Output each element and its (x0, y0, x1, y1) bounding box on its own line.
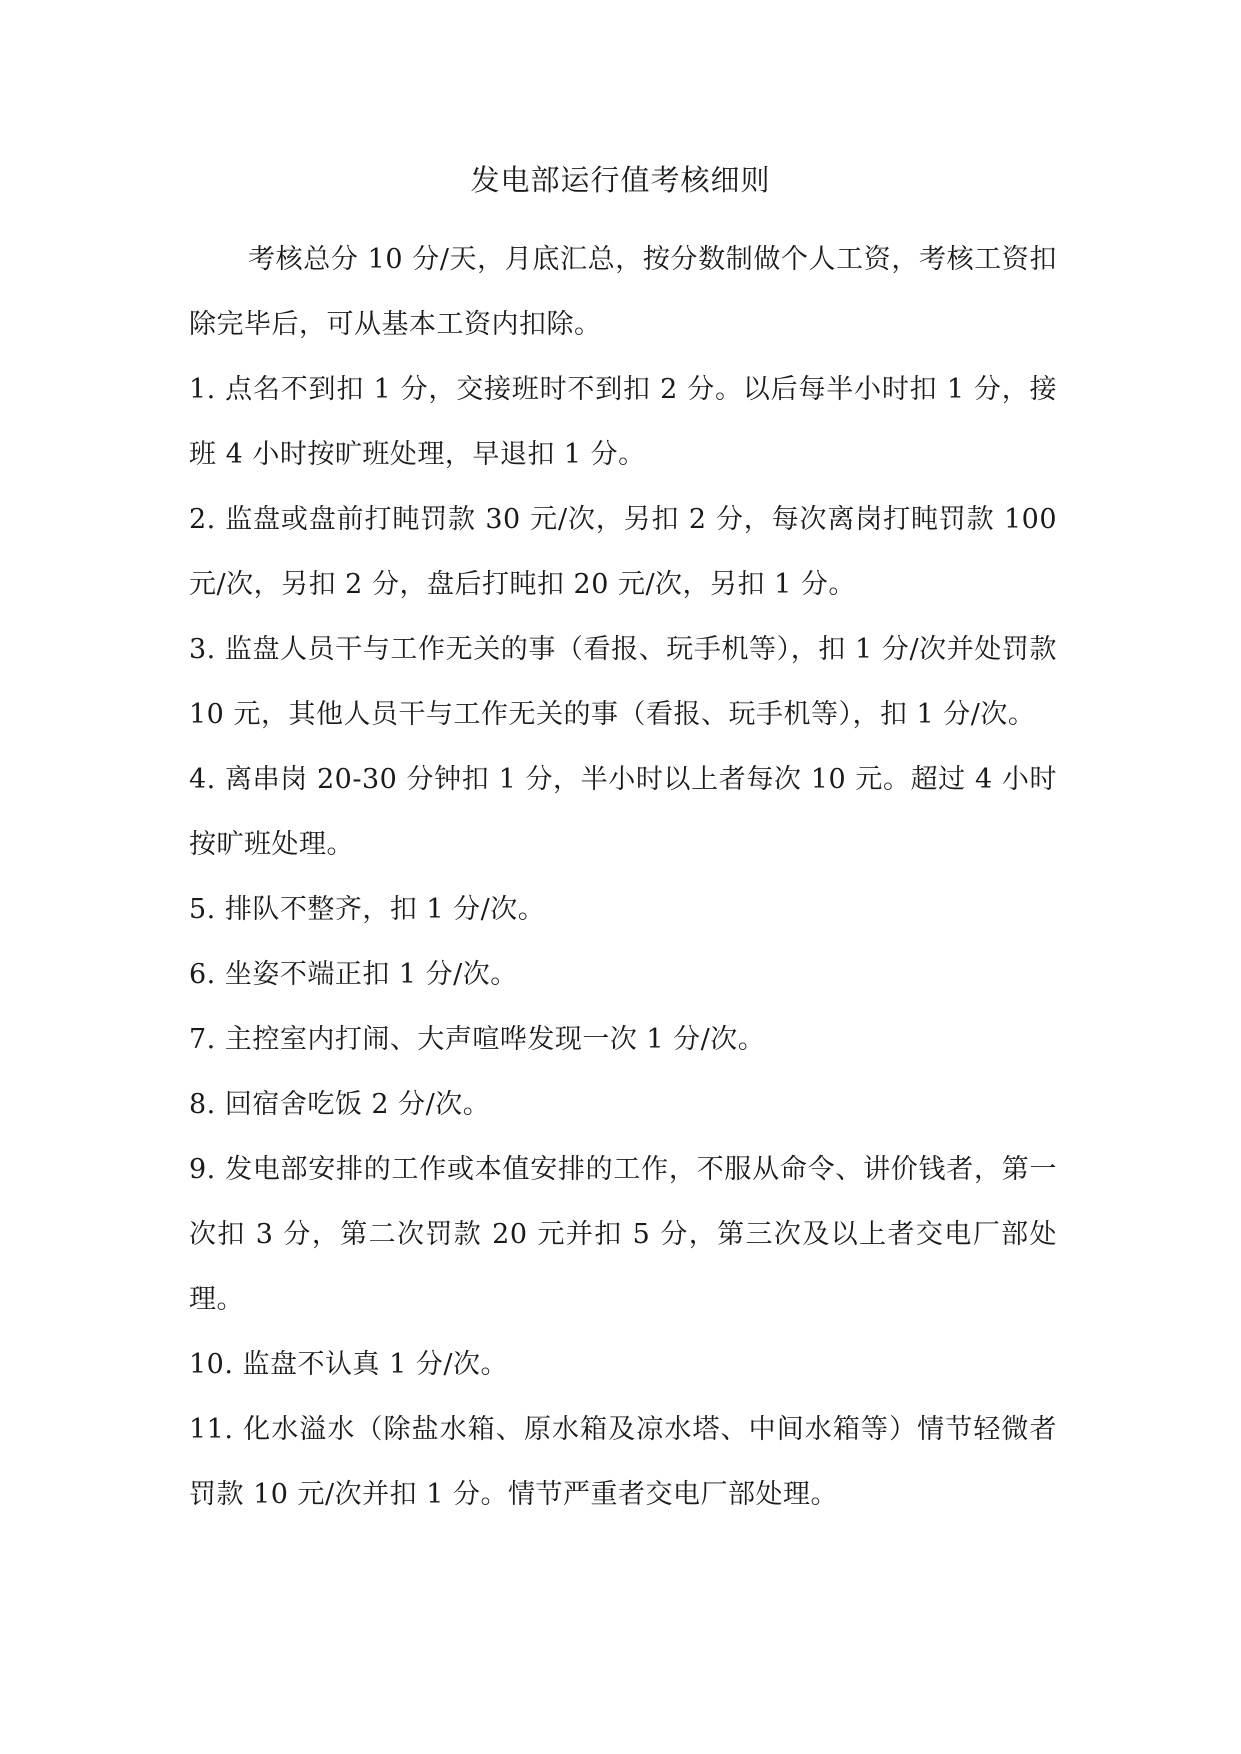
rule-item-3: 3. 监盘人员干与工作无关的事（看报、玩手机等），扣 1 分/次并处罚款 10 元，其他人员干与工作无关的事（看报、玩手机等），扣 1 分/次。 (189, 634, 1057, 730)
rule-item-9: 9. 发电部安排的工作或本值安排的工作，不服从命令、讲价钱者，第一次扣 3 分，第二次罚款 20 元并扣 5 分，第三次及以上者交电厂部处理。 (189, 1154, 1057, 1315)
rule-item-11: 11. 化水溢水（除盐水箱、原水箱及凉水塔、中间水箱等）情节轻微者罚款 10 元/次并扣 1 分。情节严重者交电厂部处理。 (189, 1414, 1057, 1510)
rule-item-10: 10. 监盘不认真 1 分/次。 (189, 1349, 508, 1380)
intro-paragraph: 考核总分 10 分/天，月底汇总，按分数制做个人工资，考核工资扣除完毕后，可从基本工资内扣除。 (189, 244, 1057, 340)
document-body (189, 227, 1057, 1527)
rule-item-1: 1. 点名不到扣 1 分，交接班时不到扣 2 分。以后每半小时扣 1 分，接班 4 小时按旷班处理，早退扣 1 分。 (189, 374, 1057, 470)
document-title: 发电部运行值考核细则 (470, 163, 771, 197)
rule-item-6: 6. 坐姿不端正扣 1 分/次。 (189, 959, 518, 990)
rule-item-4: 4. 离串岗 20-30 分钟扣 1 分，半小时以上者每次 10 元。超过 4 小时按旷班处理。 (189, 764, 1057, 860)
rule-item-7: 7. 主控室内打闹、大声喧哗发现一次 1 分/次。 (189, 1024, 766, 1055)
rule-item-2: 2. 监盘或盘前打盹罚款 30 元/次，另扣 2 分，每次离岗打盹罚款 100 元/次，另扣 2 分，盘后打盹扣 20 元/次，另扣 1 分。 (189, 504, 1057, 600)
rule-item-5: 5. 排队不整齐，扣 1 分/次。 (189, 894, 546, 925)
rule-item-8: 8. 回宿舍吃饭 2 分/次。 (189, 1089, 491, 1120)
